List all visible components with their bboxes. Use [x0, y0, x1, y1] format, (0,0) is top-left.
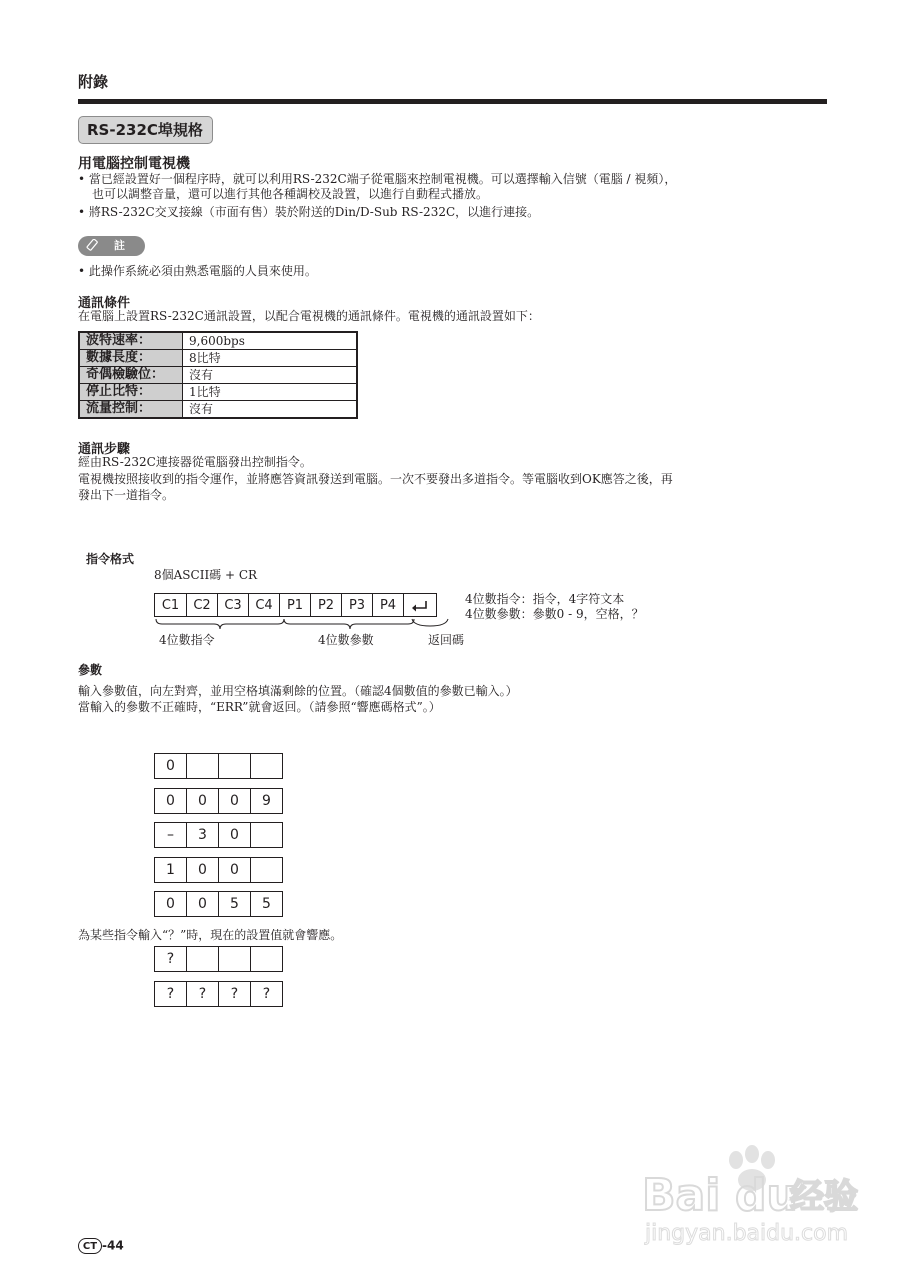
command-format-heading: 指令格式 — [86, 552, 135, 566]
svg-text:Bai: Bai — [642, 1170, 721, 1221]
param-cell: 0 — [218, 857, 251, 883]
pc-control-bullet-2: • 將RS-232C交叉接線（市面有售）裝於附送的Din/D-Sub RS-232C，以進行連接。 — [78, 205, 540, 219]
param-cell: 0 — [218, 822, 251, 848]
cmd-cell-cr — [403, 593, 437, 617]
parameters-line-1: 輸入參數值，向左對齊，並用空格填滿剩餘的位置。（確認4個數值的參數已輸入。） — [78, 684, 518, 698]
pc-control-bullet-1: • 當已經設置好一個程序時，就可以利用RS-232C端子從電腦來控制電視機。可以選擇輸入信號（電腦 / 視頻）， — [78, 172, 677, 186]
command-format-top-label: 8個ASCII碼 + CR — [154, 568, 258, 582]
param-cell — [250, 946, 283, 972]
param-cell: 9 — [250, 788, 283, 814]
pc-control-heading: 用電腦控制電視機 — [78, 156, 190, 172]
comm-conditions-intro: 在電腦上設置RS-232C通訊設置，以配合電視機的通訊條件。電視機的通訊設置如下： — [78, 309, 540, 323]
command-desc-line-1: 4位數指令：指令，4字符文本 — [465, 592, 625, 606]
param-cell: 0 — [154, 788, 187, 814]
param-cell: 5 — [218, 891, 251, 917]
param-cell: 0 — [154, 891, 187, 917]
command-format-cells — [154, 593, 437, 617]
parameters-heading: 參數 — [78, 663, 103, 677]
cmd-cell-c2: C2 — [186, 593, 218, 617]
cmd-cell-p2: P2 — [310, 593, 342, 617]
cmd-cell-c1: C1 — [154, 593, 187, 617]
param-cell: 0 — [154, 753, 187, 779]
param-cell — [250, 822, 283, 848]
query-note: 為某些指令輸入“？”時，現在的設置值就會響應。 — [78, 928, 343, 942]
note-badge — [78, 236, 145, 256]
label-4digit-parameter: 4位數參數 — [318, 633, 374, 647]
section-title-tab: RS-232C埠規格 — [78, 116, 213, 144]
label-return-code: 返回碼 — [428, 633, 465, 647]
param-cell — [218, 946, 251, 972]
parameter-example-1 — [154, 753, 283, 779]
setting-value: 9,600bps — [183, 332, 358, 350]
table-row — [79, 401, 357, 419]
param-cell: 1 — [154, 857, 187, 883]
setting-value: 沒有 — [183, 401, 358, 419]
cmd-cell-c4: C4 — [248, 593, 280, 617]
svg-text:du: du — [735, 1170, 798, 1221]
table-row — [79, 332, 357, 350]
cmd-cell-p3: P3 — [341, 593, 373, 617]
param-cell: 3 — [186, 822, 219, 848]
note-label: 註 — [114, 239, 125, 252]
pencil-icon — [86, 239, 100, 253]
parameter-example-2 — [154, 788, 283, 814]
comm-procedure-line-3: 發出下一道指令。 — [78, 488, 175, 502]
param-cell: 0 — [186, 857, 219, 883]
svg-text:jingyan.baidu.com: jingyan.baidu.com — [645, 1221, 849, 1246]
param-cell: – — [154, 822, 187, 848]
return-arrow-icon — [410, 599, 430, 613]
param-cell: 0 — [218, 788, 251, 814]
svg-text:经验: 经验 — [790, 1177, 858, 1217]
page-number — [78, 1238, 124, 1254]
pc-control-bullet-1-cont: 也可以調整音量，還可以進行其他各種調校及設置，以進行自動程式播放。 — [92, 187, 489, 201]
cmd-cell-c3: C3 — [217, 593, 249, 617]
setting-key: 奇偶檢驗位： — [79, 367, 183, 384]
query-example-1 — [154, 946, 283, 972]
label-4digit-command: 4位數指令 — [159, 633, 215, 647]
param-cell — [250, 857, 283, 883]
cmd-cell-p1: P1 — [279, 593, 311, 617]
note-text: • 此操作系統必須由熟悉電腦的人員來使用。 — [78, 264, 317, 278]
param-cell: ? — [186, 981, 219, 1007]
comm-procedure-heading: 通訊步驟 — [78, 442, 131, 457]
param-cell — [186, 753, 219, 779]
baidu-jingyan-watermark — [640, 1140, 870, 1250]
param-cell: ? — [154, 981, 187, 1007]
param-cell: 0 — [186, 891, 219, 917]
parameter-example-3 — [154, 822, 283, 848]
parameter-example-4 — [154, 857, 283, 883]
setting-value: 8比特 — [183, 350, 358, 367]
table-row — [79, 367, 357, 384]
comm-procedure-line-1: 經由RS-232C連接器從電腦發出控制指令。 — [78, 455, 312, 469]
page-number-text: -44 — [102, 1238, 124, 1253]
param-cell: ? — [154, 946, 187, 972]
comm-conditions-heading: 通訊條件 — [78, 296, 131, 311]
query-example-2 — [154, 981, 283, 1007]
table-row — [79, 384, 357, 401]
param-cell — [218, 753, 251, 779]
setting-key: 波特速率： — [79, 332, 183, 350]
cmd-cell-p4: P4 — [372, 593, 404, 617]
setting-value: 沒有 — [183, 367, 358, 384]
comm-procedure-line-2: 電視機按照接收到的指令運作，並將應答資訊發送到電腦。一次不要發出多道指令。等電腦收到OK應答之後，再 — [78, 472, 673, 486]
setting-key: 停止比特： — [79, 384, 183, 401]
setting-value: 1比特 — [183, 384, 358, 401]
parameter-example-5 — [154, 891, 283, 917]
setting-key: 流量控制： — [79, 401, 183, 419]
param-cell: ? — [250, 981, 283, 1007]
table-row — [79, 350, 357, 367]
header-rule — [78, 99, 827, 104]
command-desc-line-2: 4位數參數：參數0 - 9，空格，？ — [465, 607, 644, 621]
comm-settings-table — [78, 331, 358, 419]
page-header-title: 附錄 — [78, 73, 109, 91]
setting-key: 數據長度： — [79, 350, 183, 367]
param-cell: 0 — [186, 788, 219, 814]
command-format-brackets — [150, 617, 450, 633]
language-badge: CT — [78, 1238, 102, 1254]
param-cell: 5 — [250, 891, 283, 917]
param-cell — [250, 753, 283, 779]
param-cell — [186, 946, 219, 972]
param-cell: ? — [218, 981, 251, 1007]
parameters-line-2: 當輸入的參數不正確時，“ERR”就會返回。（請參照“響應碼格式”。） — [78, 700, 441, 714]
